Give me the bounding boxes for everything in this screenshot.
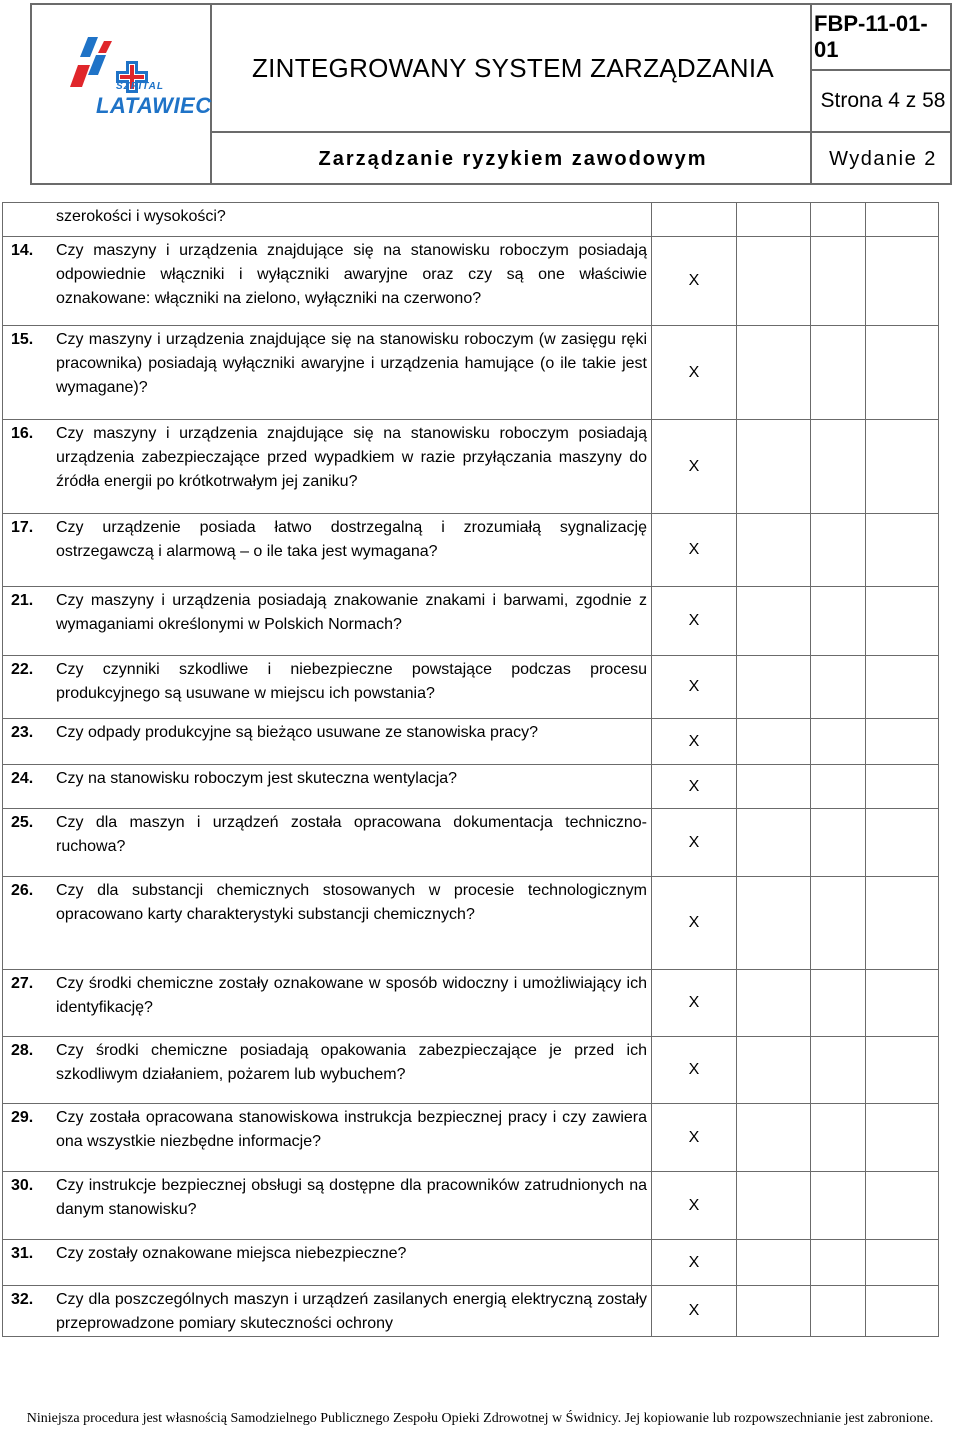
- answer-cell: [737, 326, 811, 420]
- system-title: ZINTEGROWANY SYSTEM ZARZĄDZANIA: [251, 52, 775, 83]
- answer-cell: [866, 970, 939, 1037]
- question-text: Czy dla poszczególnych maszyn i urządzeń zasilanych energią elektryczną zostały przeprowadzone pomiary skuteczności ochrony: [56, 1291, 647, 1332]
- answer-mark-cell: X: [652, 877, 737, 970]
- question-text: szerokości i wysokości?: [56, 208, 226, 225]
- checklist-table: [2, 202, 939, 1337]
- answer-cell: [866, 719, 939, 765]
- answer-cell: [811, 1286, 866, 1337]
- answer-cell: [737, 237, 811, 326]
- question-text: Czy środki chemiczne posiadają opakowania zabezpieczające je przed ich szkodliwym działaniem, pożarem lub wybuchem?: [56, 1042, 647, 1083]
- question-cell: [3, 203, 652, 237]
- answer-cell: [866, 809, 939, 877]
- question-cell: [3, 809, 652, 877]
- answer-cell: [737, 970, 811, 1037]
- question-cell: [3, 1037, 652, 1104]
- answer-cell: [737, 877, 811, 970]
- answer-cell: [866, 877, 939, 970]
- table-row: [3, 656, 939, 719]
- question-number: 29.: [11, 1109, 34, 1126]
- question-number: 14.: [11, 242, 34, 259]
- answer-cell: [737, 719, 811, 765]
- question-cell: [3, 1240, 652, 1286]
- question-cell: [3, 514, 652, 587]
- question-cell: [3, 1286, 652, 1337]
- answer-cell: [866, 656, 939, 719]
- question-number: 25.: [11, 814, 34, 831]
- question-cell: [3, 765, 652, 809]
- answer-cell: [811, 587, 866, 656]
- question-number: 24.: [11, 770, 34, 787]
- logo-name: LATAWIEC: [96, 93, 212, 118]
- answer-mark-cell: X: [652, 1037, 737, 1104]
- question-text: Czy została opracowana stanowiskowa instrukcja bezpiecznej pracy i czy zawiera ona wszystkie niezbędne informacje?: [56, 1109, 647, 1150]
- answer-mark-cell: X: [652, 326, 737, 420]
- answer-cell: [866, 514, 939, 587]
- question-text: Czy maszyny i urządzenia znajdujące się na stanowisku roboczym posiadają urządzenia zabezpieczające przed wypadkiem w razie przyłączania maszyny do źródła energii po krótkotrwałym jej zaniku?: [56, 425, 647, 490]
- table-row: [3, 203, 939, 237]
- question-text: Czy maszyny i urządzenia posiadają znakowanie znakami i barwami, zgodnie z wymaganiami określonymi w Polskich Normach?: [56, 592, 647, 633]
- answer-cell: [811, 1104, 866, 1172]
- answer-cell: [737, 587, 811, 656]
- answer-cell: [737, 809, 811, 877]
- table-row: [3, 514, 939, 587]
- answer-cell: [811, 656, 866, 719]
- answer-cell: [811, 514, 866, 587]
- answer-cell: [811, 203, 866, 237]
- answer-mark-cell: X: [652, 514, 737, 587]
- footer-notice: Niniejsza procedura jest własnością Samodzielnego Publicznego Zespołu Opieki Zdrowotnej w Świdnicy. Jej kopiowanie lub rozpowszechnianie jest zabronione.: [26, 1411, 934, 1426]
- answer-mark-cell: X: [652, 809, 737, 877]
- answer-cell: [866, 237, 939, 326]
- question-text: Czy na stanowisku roboczym jest skuteczna wentylacja?: [56, 770, 458, 787]
- question-number: 27.: [11, 975, 34, 992]
- question-number: 31.: [11, 1245, 34, 1262]
- table-row: [3, 237, 939, 326]
- answer-mark-cell: [652, 203, 737, 237]
- question-text: Czy instrukcje bezpiecznej obsługi są dostępne dla pracowników zatrudnionych na danym stanowisku?: [56, 1177, 647, 1218]
- question-text: Czy dla maszyn i urządzeń została opracowana dokumentacja techniczno-ruchowa?: [56, 814, 647, 855]
- question-cell: [3, 587, 652, 656]
- question-number: 15.: [11, 331, 34, 348]
- question-number: 17.: [11, 519, 34, 536]
- question-text: Czy środki chemiczne zostały oznakowane w sposób widoczny i umożliwiający ich identyfikację?: [56, 975, 647, 1016]
- question-cell: [3, 1104, 652, 1172]
- answer-cell: [866, 1240, 939, 1286]
- answer-cell: [866, 203, 939, 237]
- logo-small-text: SZPITAL: [116, 81, 164, 92]
- answer-cell: [811, 719, 866, 765]
- question-number: 22.: [11, 661, 34, 678]
- answer-cell: [811, 970, 866, 1037]
- question-cell: [3, 1172, 652, 1240]
- answer-mark-cell: X: [652, 1286, 737, 1337]
- question-text: Czy dla substancji chemicznych stosowanych w procesie technologicznym opracowano karty charakterystyki substancji chemicznych?: [56, 882, 647, 923]
- question-number: 21.: [11, 592, 34, 609]
- answer-mark-cell: X: [652, 1104, 737, 1172]
- answer-cell: [811, 1172, 866, 1240]
- table-row: [3, 809, 939, 877]
- answer-cell: [737, 203, 811, 237]
- answer-mark-cell: X: [652, 237, 737, 326]
- question-cell: [3, 420, 652, 514]
- answer-cell: [811, 420, 866, 514]
- question-number: 30.: [11, 1177, 34, 1194]
- question-number: 28.: [11, 1042, 34, 1059]
- table-row: [3, 719, 939, 765]
- answer-mark-cell: X: [652, 970, 737, 1037]
- table-row: [3, 587, 939, 656]
- answer-cell: [737, 1104, 811, 1172]
- answer-cell: [811, 765, 866, 809]
- answer-cell: [811, 1037, 866, 1104]
- answer-cell: [737, 765, 811, 809]
- answer-cell: [737, 1172, 811, 1240]
- answer-cell: [866, 1286, 939, 1337]
- answer-cell: [811, 237, 866, 326]
- table-row: [3, 1104, 939, 1172]
- table-row: [3, 420, 939, 514]
- question-number: 26.: [11, 882, 34, 899]
- answer-cell: [866, 1104, 939, 1172]
- answer-cell: [737, 514, 811, 587]
- question-cell: [3, 326, 652, 420]
- question-text: Czy maszyny i urządzenia znajdujące się na stanowisku roboczym (w zasięgu ręki pracownika) posiadają wyłączniki awaryjne i urządzenia hamujące (o ile takie jest wymagane)?: [56, 331, 647, 396]
- answer-mark-cell: X: [652, 719, 737, 765]
- question-text: Czy czynniki szkodliwe i niebezpieczne powstające podczas procesu produkcyjnego są usuwane w miejscu ich powstania?: [56, 661, 647, 702]
- question-number: 32.: [11, 1291, 34, 1308]
- answer-cell: [811, 877, 866, 970]
- answer-mark-cell: X: [652, 765, 737, 809]
- table-row: [3, 326, 939, 420]
- answer-mark-cell: X: [652, 656, 737, 719]
- answer-mark-cell: X: [652, 1240, 737, 1286]
- answer-mark-cell: X: [652, 587, 737, 656]
- hospital-logo: [32, 5, 212, 131]
- answer-cell: [811, 326, 866, 420]
- question-text: Czy maszyny i urządzenia znajdujące się na stanowisku roboczym posiadają odpowiednie włączniki i wyłączniki awaryjne oraz czy są one właściwie oznakowane: włączniki na zielono, wyłączniki na czerwono?: [56, 242, 647, 307]
- answer-cell: [737, 1037, 811, 1104]
- table-row: [3, 1240, 939, 1286]
- table-row: [3, 877, 939, 970]
- question-cell: [3, 719, 652, 765]
- table-row: [3, 1172, 939, 1240]
- question-text: Czy odpady produkcyjne są bieżąco usuwane ze stanowiska pracy?: [56, 724, 539, 741]
- answer-mark-cell: X: [652, 1172, 737, 1240]
- answer-cell: [866, 1037, 939, 1104]
- answer-cell: [866, 765, 939, 809]
- answer-cell: [811, 1240, 866, 1286]
- question-number: [11, 205, 56, 229]
- answer-cell: [866, 1172, 939, 1240]
- question-cell: [3, 656, 652, 719]
- answer-cell: [866, 326, 939, 420]
- answer-cell: [811, 809, 866, 877]
- table-row: [3, 765, 939, 809]
- answer-cell: [866, 420, 939, 514]
- table-row: [3, 1037, 939, 1104]
- question-number: 23.: [11, 724, 34, 741]
- answer-cell: [737, 420, 811, 514]
- question-text: Czy urządzenie posiada łatwo dostrzegalną i zrozumiałą sygnalizację ostrzegawczą i alarmową – o ile taka jest wymagana?: [56, 519, 647, 560]
- document-header: [30, 3, 952, 185]
- answer-cell: [737, 1286, 811, 1337]
- document-subject: Zarządzanie ryzykiem zawodowym: [318, 147, 708, 170]
- page-number: Strona 4 z 58: [820, 89, 946, 112]
- answer-mark-cell: X: [652, 420, 737, 514]
- document-code: FBP-11-01-01: [814, 11, 928, 62]
- question-cell: [3, 877, 652, 970]
- table-row: [3, 1286, 939, 1337]
- table-row: [3, 970, 939, 1037]
- question-cell: [3, 970, 652, 1037]
- question-text: Czy zostały oznakowane miejsca niebezpieczne?: [56, 1245, 407, 1262]
- question-number: 16.: [11, 425, 34, 442]
- edition-label: Wydanie 2: [829, 147, 937, 170]
- answer-cell: [737, 656, 811, 719]
- question-cell: [3, 237, 652, 326]
- answer-cell: [737, 1240, 811, 1286]
- answer-cell: [866, 587, 939, 656]
